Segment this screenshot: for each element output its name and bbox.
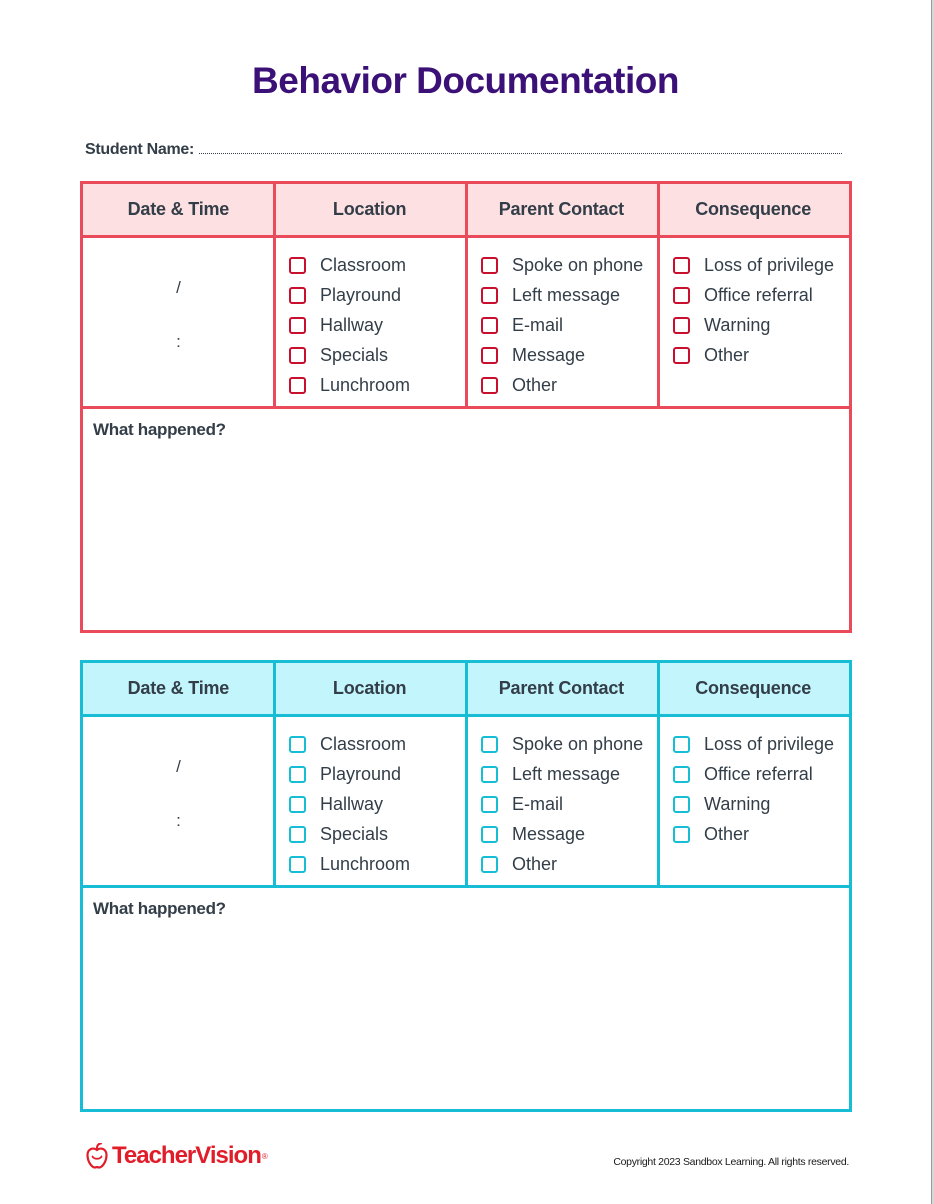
consequence-options: [673, 250, 834, 370]
option-office-referral[interactable]: [673, 280, 834, 310]
checkbox-icon[interactable]: [289, 736, 306, 753]
option-label: Loss of privilege: [704, 254, 835, 275]
option-label: Other: [704, 823, 750, 844]
student-name-field[interactable]: [199, 152, 842, 154]
copyright-text: Copyright 2023 Sandbox Learning. All rights reserved.: [613, 1156, 849, 1168]
option-other-contact[interactable]: [481, 370, 643, 400]
column-header-consequence: Consequence: [695, 678, 812, 698]
option-label: Specials: [320, 823, 389, 844]
option-label: Other: [512, 853, 558, 874]
column-header-parent-contact: Parent Contact: [498, 678, 624, 698]
checkbox-icon[interactable]: [673, 257, 690, 274]
checkbox-icon[interactable]: [289, 257, 306, 274]
option-label: Office referral: [704, 284, 813, 305]
location-options: [289, 729, 410, 879]
option-label: Other: [704, 344, 750, 365]
checkbox-icon[interactable]: [481, 766, 498, 783]
apple-icon: [86, 1143, 108, 1169]
option-label: Spoke on phone: [512, 733, 644, 754]
option-playround[interactable]: [289, 759, 410, 789]
column-header-consequence: Consequence: [695, 199, 812, 219]
checkbox-icon[interactable]: [481, 317, 498, 334]
option-other-contact[interactable]: [481, 849, 643, 879]
option-other-consequence[interactable]: [673, 819, 834, 849]
option-label: Hallway: [320, 314, 384, 335]
checkbox-icon[interactable]: [481, 287, 498, 304]
checkbox-icon[interactable]: [481, 347, 498, 364]
checkbox-icon[interactable]: [481, 257, 498, 274]
incident-card-2: [80, 660, 852, 1112]
option-label: Left message: [512, 284, 621, 305]
option-playround[interactable]: [289, 280, 410, 310]
option-label: Office referral: [704, 763, 813, 784]
what-happened-notes[interactable]: [83, 928, 849, 1109]
checkbox-icon[interactable]: [481, 856, 498, 873]
teachervision-logo: [86, 1142, 268, 1170]
checkbox-icon[interactable]: [289, 826, 306, 843]
option-warning[interactable]: [673, 310, 834, 340]
student-name-row: [85, 137, 842, 159]
column-header-date-time: Date & Time: [127, 199, 230, 219]
option-label: Classroom: [320, 254, 407, 275]
option-left-message[interactable]: [481, 280, 643, 310]
option-hallway[interactable]: [289, 310, 410, 340]
location-options: [289, 250, 410, 400]
column-header-parent-contact: Parent Contact: [498, 199, 624, 219]
checkbox-icon[interactable]: [481, 826, 498, 843]
option-message[interactable]: [481, 819, 643, 849]
registered-mark: ®: [261, 1151, 268, 1161]
option-loss-of-privilege[interactable]: [673, 250, 834, 280]
checkbox-icon[interactable]: [673, 796, 690, 813]
option-label: Lunchroom: [320, 374, 411, 395]
what-happened-label: What happened?: [93, 899, 226, 918]
date-field[interactable]: /: [176, 757, 181, 776]
option-label: Lunchroom: [320, 853, 411, 874]
option-office-referral[interactable]: [673, 759, 834, 789]
option-e-mail[interactable]: [481, 310, 643, 340]
brand-name: TeacherVision: [112, 1142, 261, 1169]
checkbox-icon[interactable]: [289, 856, 306, 873]
option-loss-of-privilege[interactable]: [673, 729, 834, 759]
checkbox-icon[interactable]: [289, 377, 306, 394]
option-label: Classroom: [320, 733, 407, 754]
checkbox-icon[interactable]: [673, 347, 690, 364]
option-label: Message: [512, 823, 586, 844]
checkbox-icon[interactable]: [673, 287, 690, 304]
option-label: Specials: [320, 344, 389, 365]
option-message[interactable]: [481, 340, 643, 370]
checkbox-icon[interactable]: [481, 377, 498, 394]
option-classroom[interactable]: [289, 729, 410, 759]
option-label: E-mail: [512, 314, 564, 335]
parent-contact-options: [481, 250, 643, 400]
option-label: Message: [512, 344, 586, 365]
option-label: Playround: [320, 763, 402, 784]
option-label: Other: [512, 374, 558, 395]
option-specials[interactable]: [289, 340, 410, 370]
option-lunchroom[interactable]: [289, 370, 410, 400]
option-label: Playround: [320, 284, 402, 305]
column-header-location: Location: [332, 199, 407, 219]
option-hallway[interactable]: [289, 789, 410, 819]
checkbox-icon[interactable]: [289, 796, 306, 813]
option-label: Spoke on phone: [512, 254, 644, 275]
option-label: Left message: [512, 763, 621, 784]
option-classroom[interactable]: [289, 250, 410, 280]
checkbox-icon[interactable]: [289, 287, 306, 304]
time-field[interactable]: :: [176, 332, 181, 351]
column-header-date-time: Date & Time: [127, 678, 230, 698]
checkbox-icon[interactable]: [673, 736, 690, 753]
option-label: Warning: [704, 314, 771, 335]
card-body: [83, 717, 849, 885]
option-label: Hallway: [320, 793, 384, 814]
date-field[interactable]: /: [176, 278, 181, 297]
option-label: E-mail: [512, 793, 564, 814]
checkbox-icon[interactable]: [481, 796, 498, 813]
option-label: Warning: [704, 793, 771, 814]
column-header-location: Location: [332, 678, 407, 698]
option-spoke-on-phone[interactable]: [481, 729, 643, 759]
option-other-consequence[interactable]: [673, 340, 834, 370]
option-left-message[interactable]: [481, 759, 643, 789]
card-body: [83, 238, 849, 406]
what-happened-label: What happened?: [93, 420, 226, 439]
incident-card-1: [80, 181, 852, 633]
checkbox-icon[interactable]: [289, 317, 306, 334]
option-warning[interactable]: [673, 789, 834, 819]
what-happened-notes[interactable]: [83, 449, 849, 630]
row-divider: [83, 406, 849, 409]
option-e-mail[interactable]: [481, 789, 643, 819]
checkbox-icon[interactable]: [289, 347, 306, 364]
option-label: Loss of privilege: [704, 733, 835, 754]
consequence-options: [673, 729, 834, 849]
checkbox-icon[interactable]: [481, 736, 498, 753]
page-title: Behavior Documentation: [252, 60, 679, 101]
time-field[interactable]: :: [176, 811, 181, 830]
checkbox-icon[interactable]: [289, 766, 306, 783]
student-name-label: Student Name:: [85, 141, 194, 158]
row-divider: [83, 885, 849, 888]
option-specials[interactable]: [289, 819, 410, 849]
checkbox-icon[interactable]: [673, 317, 690, 334]
option-spoke-on-phone[interactable]: [481, 250, 643, 280]
checkbox-icon[interactable]: [673, 766, 690, 783]
checkbox-icon[interactable]: [673, 826, 690, 843]
parent-contact-options: [481, 729, 643, 879]
option-lunchroom[interactable]: [289, 849, 410, 879]
